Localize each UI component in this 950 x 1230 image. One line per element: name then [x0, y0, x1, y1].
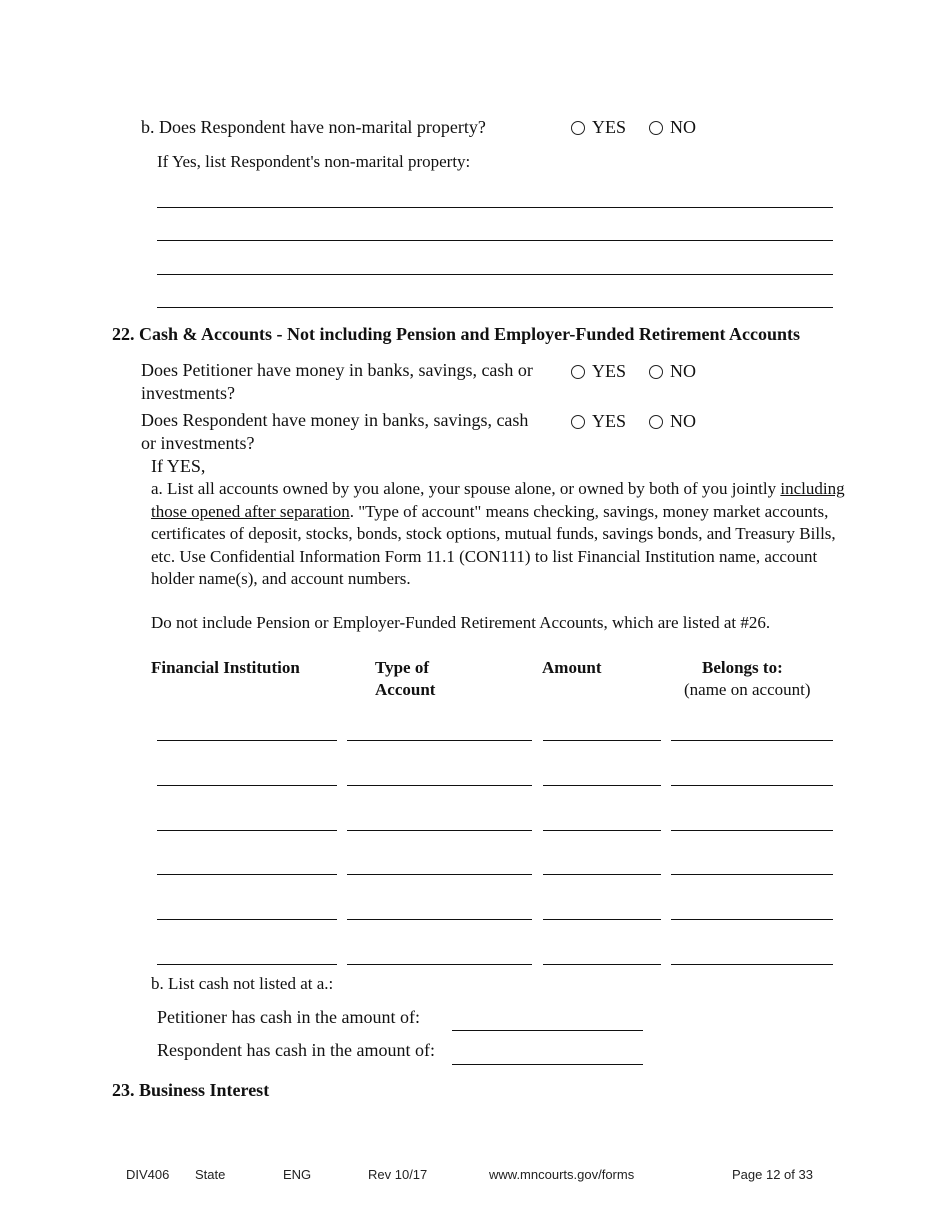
- respondent-cash-label: Respondent has cash in the amount of:: [157, 1040, 435, 1060]
- q21b-no-radio[interactable]: [649, 117, 696, 138]
- footer-form-id: DIV406: [126, 1167, 170, 1182]
- q22-exclude-note: Do not include Pension or Employer-Funded Retirement Accounts, which are listed at #26.: [151, 613, 771, 632]
- radio-circle-icon: [571, 415, 585, 429]
- q22b-label: b. List cash not listed at a.:: [151, 974, 334, 993]
- table-cell-type-line[interactable]: [347, 874, 532, 875]
- radio-circle-icon: [571, 365, 585, 379]
- table-cell-belongs-to-line[interactable]: [671, 740, 833, 741]
- q21b-yes-radio[interactable]: [571, 117, 626, 138]
- table-cell-belongs-to-line[interactable]: [671, 964, 833, 965]
- table-cell-amount-line[interactable]: [543, 919, 661, 920]
- table-header-financial-institution: Financial Institution: [151, 658, 300, 677]
- q22-if-yes: If YES,: [151, 456, 206, 476]
- q21b-yes-label: YES: [592, 117, 627, 137]
- table-cell-amount-line[interactable]: [543, 874, 661, 875]
- table-cell-belongs-to-line[interactable]: [671, 830, 833, 831]
- q21b-answer-line-3[interactable]: [157, 274, 833, 275]
- q21b-answer-line-4[interactable]: [157, 307, 833, 308]
- q22-petitioner-question-line1: Does Petitioner have money in banks, savings, cash or: [141, 360, 533, 380]
- table-header-type-line1: Type of: [375, 658, 429, 677]
- table-header-amount: Amount: [542, 658, 602, 677]
- table-cell-type-line[interactable]: [347, 785, 532, 786]
- q22-respondent-yes-radio[interactable]: [571, 411, 626, 432]
- footer-revision: Rev 10/17: [368, 1167, 428, 1182]
- q22-petitioner-no-radio[interactable]: [649, 361, 696, 382]
- q21b-answer-line-1[interactable]: [157, 207, 833, 208]
- table-cell-institution-line[interactable]: [157, 964, 337, 965]
- table-cell-belongs-to-line[interactable]: [671, 919, 833, 920]
- q22a-instructions-part1: a. List all accounts owned by you alone, your spouse alone, or owned by both of you jointly: [151, 479, 777, 498]
- respondent-cash-input-line[interactable]: [452, 1064, 643, 1065]
- q22-respondent-no-label: NO: [670, 411, 696, 431]
- q22-respondent-no-radio[interactable]: [649, 411, 696, 432]
- table-cell-amount-line[interactable]: [543, 740, 661, 741]
- table-cell-institution-line[interactable]: [157, 874, 337, 875]
- footer-scope: State: [195, 1167, 226, 1182]
- q22-respondent-question-line1: Does Respondent have money in banks, savings, cash: [141, 410, 529, 430]
- table-cell-type-line[interactable]: [347, 964, 532, 965]
- table-cell-amount-line[interactable]: [543, 785, 661, 786]
- table-cell-belongs-to-line[interactable]: [671, 874, 833, 875]
- table-header-type-line2: Account: [375, 680, 436, 699]
- q22a-instructions: [151, 478, 851, 591]
- radio-circle-icon: [571, 121, 585, 135]
- table-cell-type-line[interactable]: [347, 919, 532, 920]
- radio-circle-icon: [649, 365, 663, 379]
- table-cell-institution-line[interactable]: [157, 919, 337, 920]
- q22-heading: 22. Cash & Accounts - Not including Pension and Employer-Funded Retirement Accounts: [112, 324, 801, 344]
- table-cell-belongs-to-line[interactable]: [671, 785, 833, 786]
- q22a-instructions-part2: . "Type of account" means checking, savings, money market accounts, certificates of deposit, stocks, bonds, stock options, mutual funds, savings bonds, and Treasury Bills, etc. Use Confidential Information Form 11.1 (CON111) to list Financial Institution name, account holder name(s), and account numbers.: [151, 501, 836, 588]
- q22-respondent-question-line2: or investments?: [141, 433, 255, 453]
- table-cell-type-line[interactable]: [347, 740, 532, 741]
- petitioner-cash-label: Petitioner has cash in the amount of:: [157, 1007, 420, 1027]
- radio-circle-icon: [649, 415, 663, 429]
- q21b-list-prompt: If Yes, list Respondent's non-marital property:: [157, 152, 471, 171]
- footer-page-number: Page 12 of 33: [732, 1167, 813, 1182]
- q22-respondent-yes-label: YES: [592, 411, 627, 431]
- footer-url[interactable]: www.mncourts.gov/forms: [489, 1167, 635, 1182]
- q22-petitioner-question-line2: investments?: [141, 383, 235, 403]
- table-header-belongs-to: Belongs to:: [702, 658, 783, 677]
- q21b-no-label: NO: [670, 117, 696, 137]
- q22-petitioner-yes-label: YES: [592, 361, 627, 381]
- footer-language: ENG: [283, 1167, 312, 1182]
- q22-petitioner-no-label: NO: [670, 361, 696, 381]
- table-cell-amount-line[interactable]: [543, 830, 661, 831]
- table-cell-institution-line[interactable]: [157, 785, 337, 786]
- q22-petitioner-yes-radio[interactable]: [571, 361, 626, 382]
- q21b-question: b. Does Respondent have non-marital property?: [141, 117, 486, 137]
- q23-heading: 23. Business Interest: [112, 1080, 270, 1100]
- table-cell-type-line[interactable]: [347, 830, 532, 831]
- petitioner-cash-input-line[interactable]: [452, 1030, 643, 1031]
- table-header-belongs-to-sub: (name on account): [684, 680, 811, 699]
- table-cell-amount-line[interactable]: [543, 964, 661, 965]
- table-cell-institution-line[interactable]: [157, 830, 337, 831]
- q22a-instructions-underlined: including those opened after separation: [151, 479, 845, 521]
- table-cell-institution-line[interactable]: [157, 740, 337, 741]
- radio-circle-icon: [649, 121, 663, 135]
- q21b-answer-line-2[interactable]: [157, 240, 833, 241]
